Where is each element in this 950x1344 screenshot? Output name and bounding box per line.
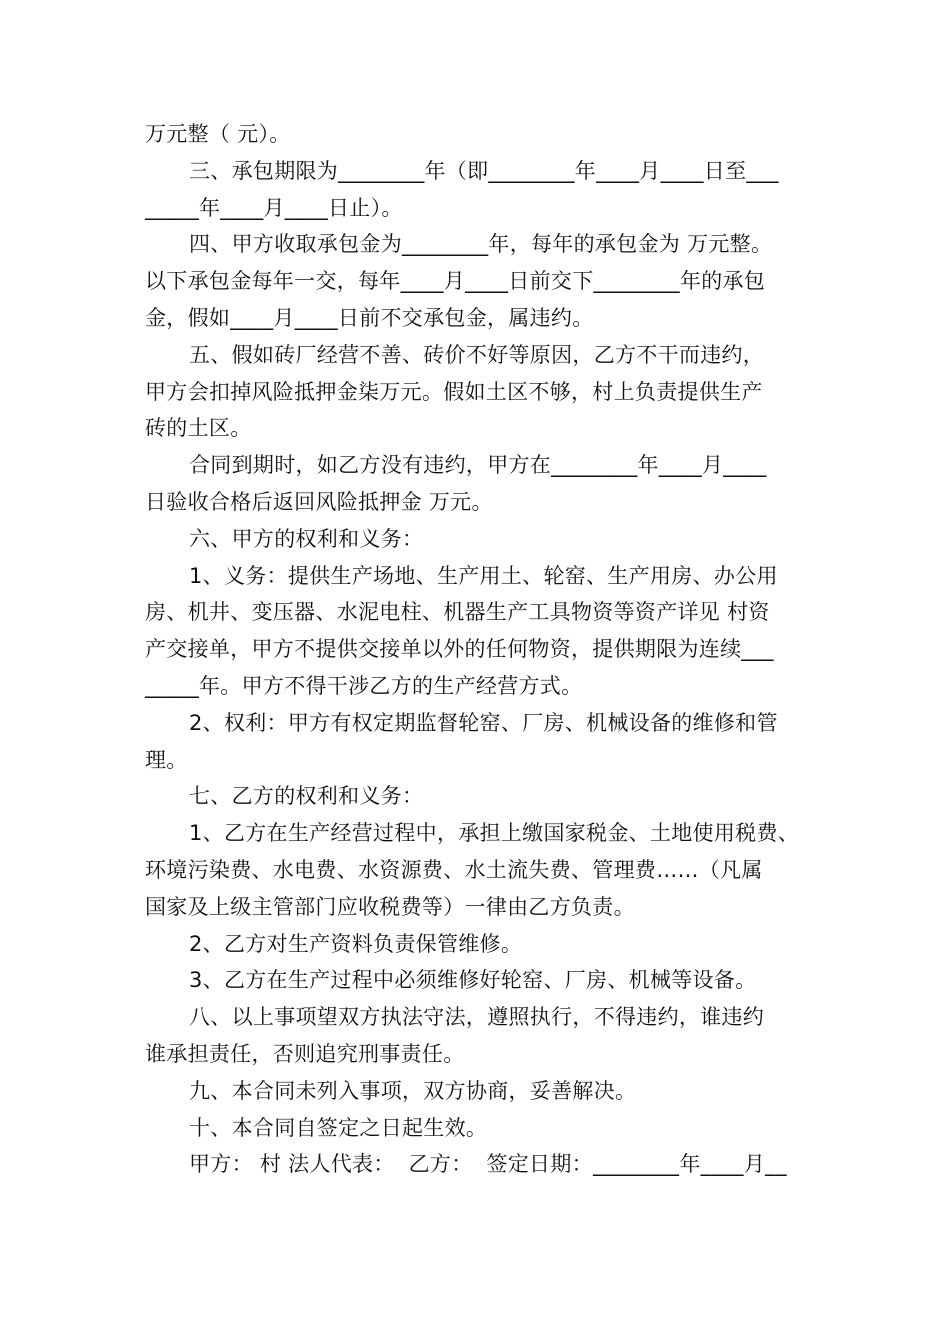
text-line: 日验收合格后返回风险抵押金 万元。 [145,489,493,514]
text-line: _____年____月____日止）。 [145,195,403,220]
text-line: 金，假如____月____日前不交承包金，属违约。 [145,305,594,330]
text-line: 七、乙方的权利和义务： [189,784,424,809]
text-line: 十、本合同自签定之日起生效。 [189,1115,488,1140]
text-line: 2、乙方对生产资料负责保管维修。 [189,931,523,956]
text-line: 万元整（ 元）。 [145,122,291,146]
text-line: 四、甲方收取承包金为________年，每年的承包金为 万元整。 [189,232,773,257]
text-line: 六、甲方的权利和义务： [189,526,424,551]
text-line: 国家及上级主管部门应收税费等）一律由乙方负责。 [145,894,635,919]
text-line: 五、假如砖厂经营不善、砖价不好等原因，乙方不干而违约， [189,342,765,367]
text-line: 1、乙方在生产经营过程中，承担上缴国家税金、土地使用税费、 [189,821,800,846]
text-line: 理。 [145,747,188,772]
text-line: 三、承包期限为________年（即________年____月____日至___ [189,158,779,183]
text-line: 房、机井、变压器、水泥电柱、机器生产工具物资等资产详见 村资 [145,600,770,625]
text-line: 八、以上事项望双方执法守法，遵照执行，不得违约，谁违约 [189,1005,765,1030]
text-line: _____年。甲方不得干涉乙方的生产经营方式。 [145,673,583,698]
text-line: 3、乙方在生产过程中必须维修好轮窑、厂房、机械等设备。 [189,968,757,993]
signature-line: 甲方： 村 法人代表： 乙方： 签定日期：________年____月__ [189,1152,787,1177]
text-line: 环境污染费、水电费、水资源费、水土流失费、管理费……（凡属 [145,857,763,882]
text-line: 2、权利：甲方有权定期监督轮窑、厂房、机械设备的维修和管 [189,710,778,735]
text-line: 甲方会扣掉风险抵押金柒万元。假如土区不够，村上负责提供生产 [145,379,763,404]
text-line: 砖的土区。 [145,416,252,441]
text-line: 以下承包金每年一交，每年____月____日前交下________年的承包 [145,269,766,294]
contract-body [145,116,815,1183]
text-line: 合同到期时，如乙方没有违约，甲方在________年____月____ [189,453,767,478]
text-line: 谁承担责任，否则追究刑事责任。 [145,1041,465,1066]
text-line: 产交接单，甲方不提供交接单以外的任何物资，提供期限为连续___ [145,637,774,662]
text-line: 1、义务：提供生产场地、生产用土、轮窑、生产用房、办公用 [189,563,778,588]
text-line: 九、本合同未列入事项，双方协商，妥善解决。 [189,1078,637,1103]
